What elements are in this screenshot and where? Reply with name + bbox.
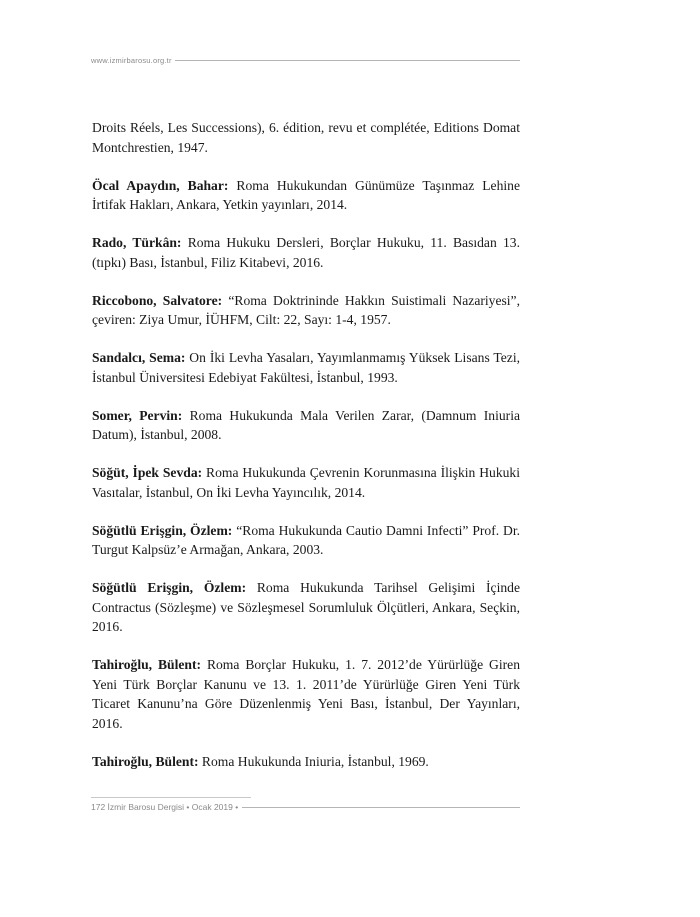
bibliography-entry — [92, 406, 520, 445]
bibliography-entry — [92, 118, 520, 157]
footer-rule — [242, 807, 520, 808]
entry-author: Söğüt, İpek Sevda: — [92, 465, 203, 480]
entry-text: Roma Hukukunda Iniuria, İstanbul, 1969. — [198, 753, 429, 769]
entry-text: “Roma Hukukunda Cautio Damni Infecti” Prof. Dr. Turgut Kalpsüz’e Armağan, Ankara, 2003. — [92, 522, 521, 557]
entry-author: Rado, Türkân: — [92, 235, 182, 250]
entry-text: Roma Hukukunda Mala Verilen Zarar, (Damnum Iniuria Datum), İstanbul, 2008. — [92, 407, 521, 442]
entry-author: Söğütlü Erişgin, Özlem: — [92, 522, 233, 538]
footer-top-rule — [91, 797, 251, 798]
entry-author: Riccobono, Salvatore: — [92, 292, 223, 308]
entry-author: Söğütlü Erişgin, Özlem: — [92, 580, 247, 595]
entry-author: Öcal Apaydın, Bahar: — [92, 177, 229, 193]
footer-text: 172 İzmir Barosu Dergisi • Ocak 2019 • — [91, 802, 239, 812]
entry-text: Droits Réels, Les Successions), 6. édition, revu et complétée, Editions Domat Montchrestien, 1947. — [92, 120, 520, 155]
header-url: www.izmirbarosu.org.tr — [91, 55, 172, 65]
bibliography-list — [92, 118, 520, 790]
bibliography-entry — [92, 463, 520, 502]
header-rule — [175, 60, 520, 61]
entry-text: Roma Hukukunda Çevrenin Korunmasına İlişkin Hukuki Vasıtalar, İstanbul, On İki Levha Yayıncılık, 2014. — [92, 465, 521, 500]
bibliography-entry — [92, 521, 520, 560]
entry-author: Tahiroğlu, Bülent: — [92, 657, 202, 672]
entry-text: Roma Hukukundan Günümüze Taşınmaz Lehine İrtifak Hakları, Ankara, Yetkin yayınları, 2014. — [92, 177, 520, 212]
bibliography-entry — [92, 348, 520, 387]
entry-author: Somer, Pervin: — [92, 407, 183, 423]
page-footer — [91, 800, 520, 814]
page-header — [91, 53, 520, 67]
entry-text: Roma Borçlar Hukuku, 1. 7. 2012’de Yürürlüğe Giren Yeni Türk Borçlar Kanunu ve 13. 1. 2011’de Yürürlüğe Giren Yeni Türk Ticaret Kanunu’na Göre Düzenlenmiş Yeni Bası, İstanbul, Der Yayınları, 2016. — [92, 657, 520, 731]
bibliography-entry — [92, 578, 520, 637]
entry-author: Tahiroğlu, Bülent: — [92, 753, 199, 769]
bibliography-entry — [92, 752, 520, 772]
entry-text: “Roma Doktrininde Hakkın Suistimali Nazariyesi”, çeviren: Ziya Umur, İÜHFM, Cilt: 22, Sayı: 1-4, 1957. — [92, 292, 520, 327]
bibliography-entry — [92, 233, 520, 272]
entry-text: Roma Hukuku Dersleri, Borçlar Hukuku, 11. Basıdan 13. (tıpkı) Bası, İstanbul, Filiz Kitabevi, 2016. — [92, 235, 520, 270]
bibliography-entry — [92, 176, 520, 215]
entry-text: On İki Levha Yasaları, Yayımlanmamış Yüksek Lisans Tezi, İstanbul Üniversitesi Edebiyat Fakültesi, İstanbul, 1993. — [92, 350, 520, 385]
bibliography-entry — [92, 291, 520, 330]
bibliography-entry — [92, 655, 520, 733]
entry-author: Sandalcı, Sema: — [92, 350, 186, 365]
entry-text: Roma Hukukunda Tarihsel Gelişimi İçinde Contractus (Sözleşme) ve Sözleşmesel Sorumluluk Ölçütleri, Ankara, Seçkin, 2016. — [92, 580, 520, 634]
